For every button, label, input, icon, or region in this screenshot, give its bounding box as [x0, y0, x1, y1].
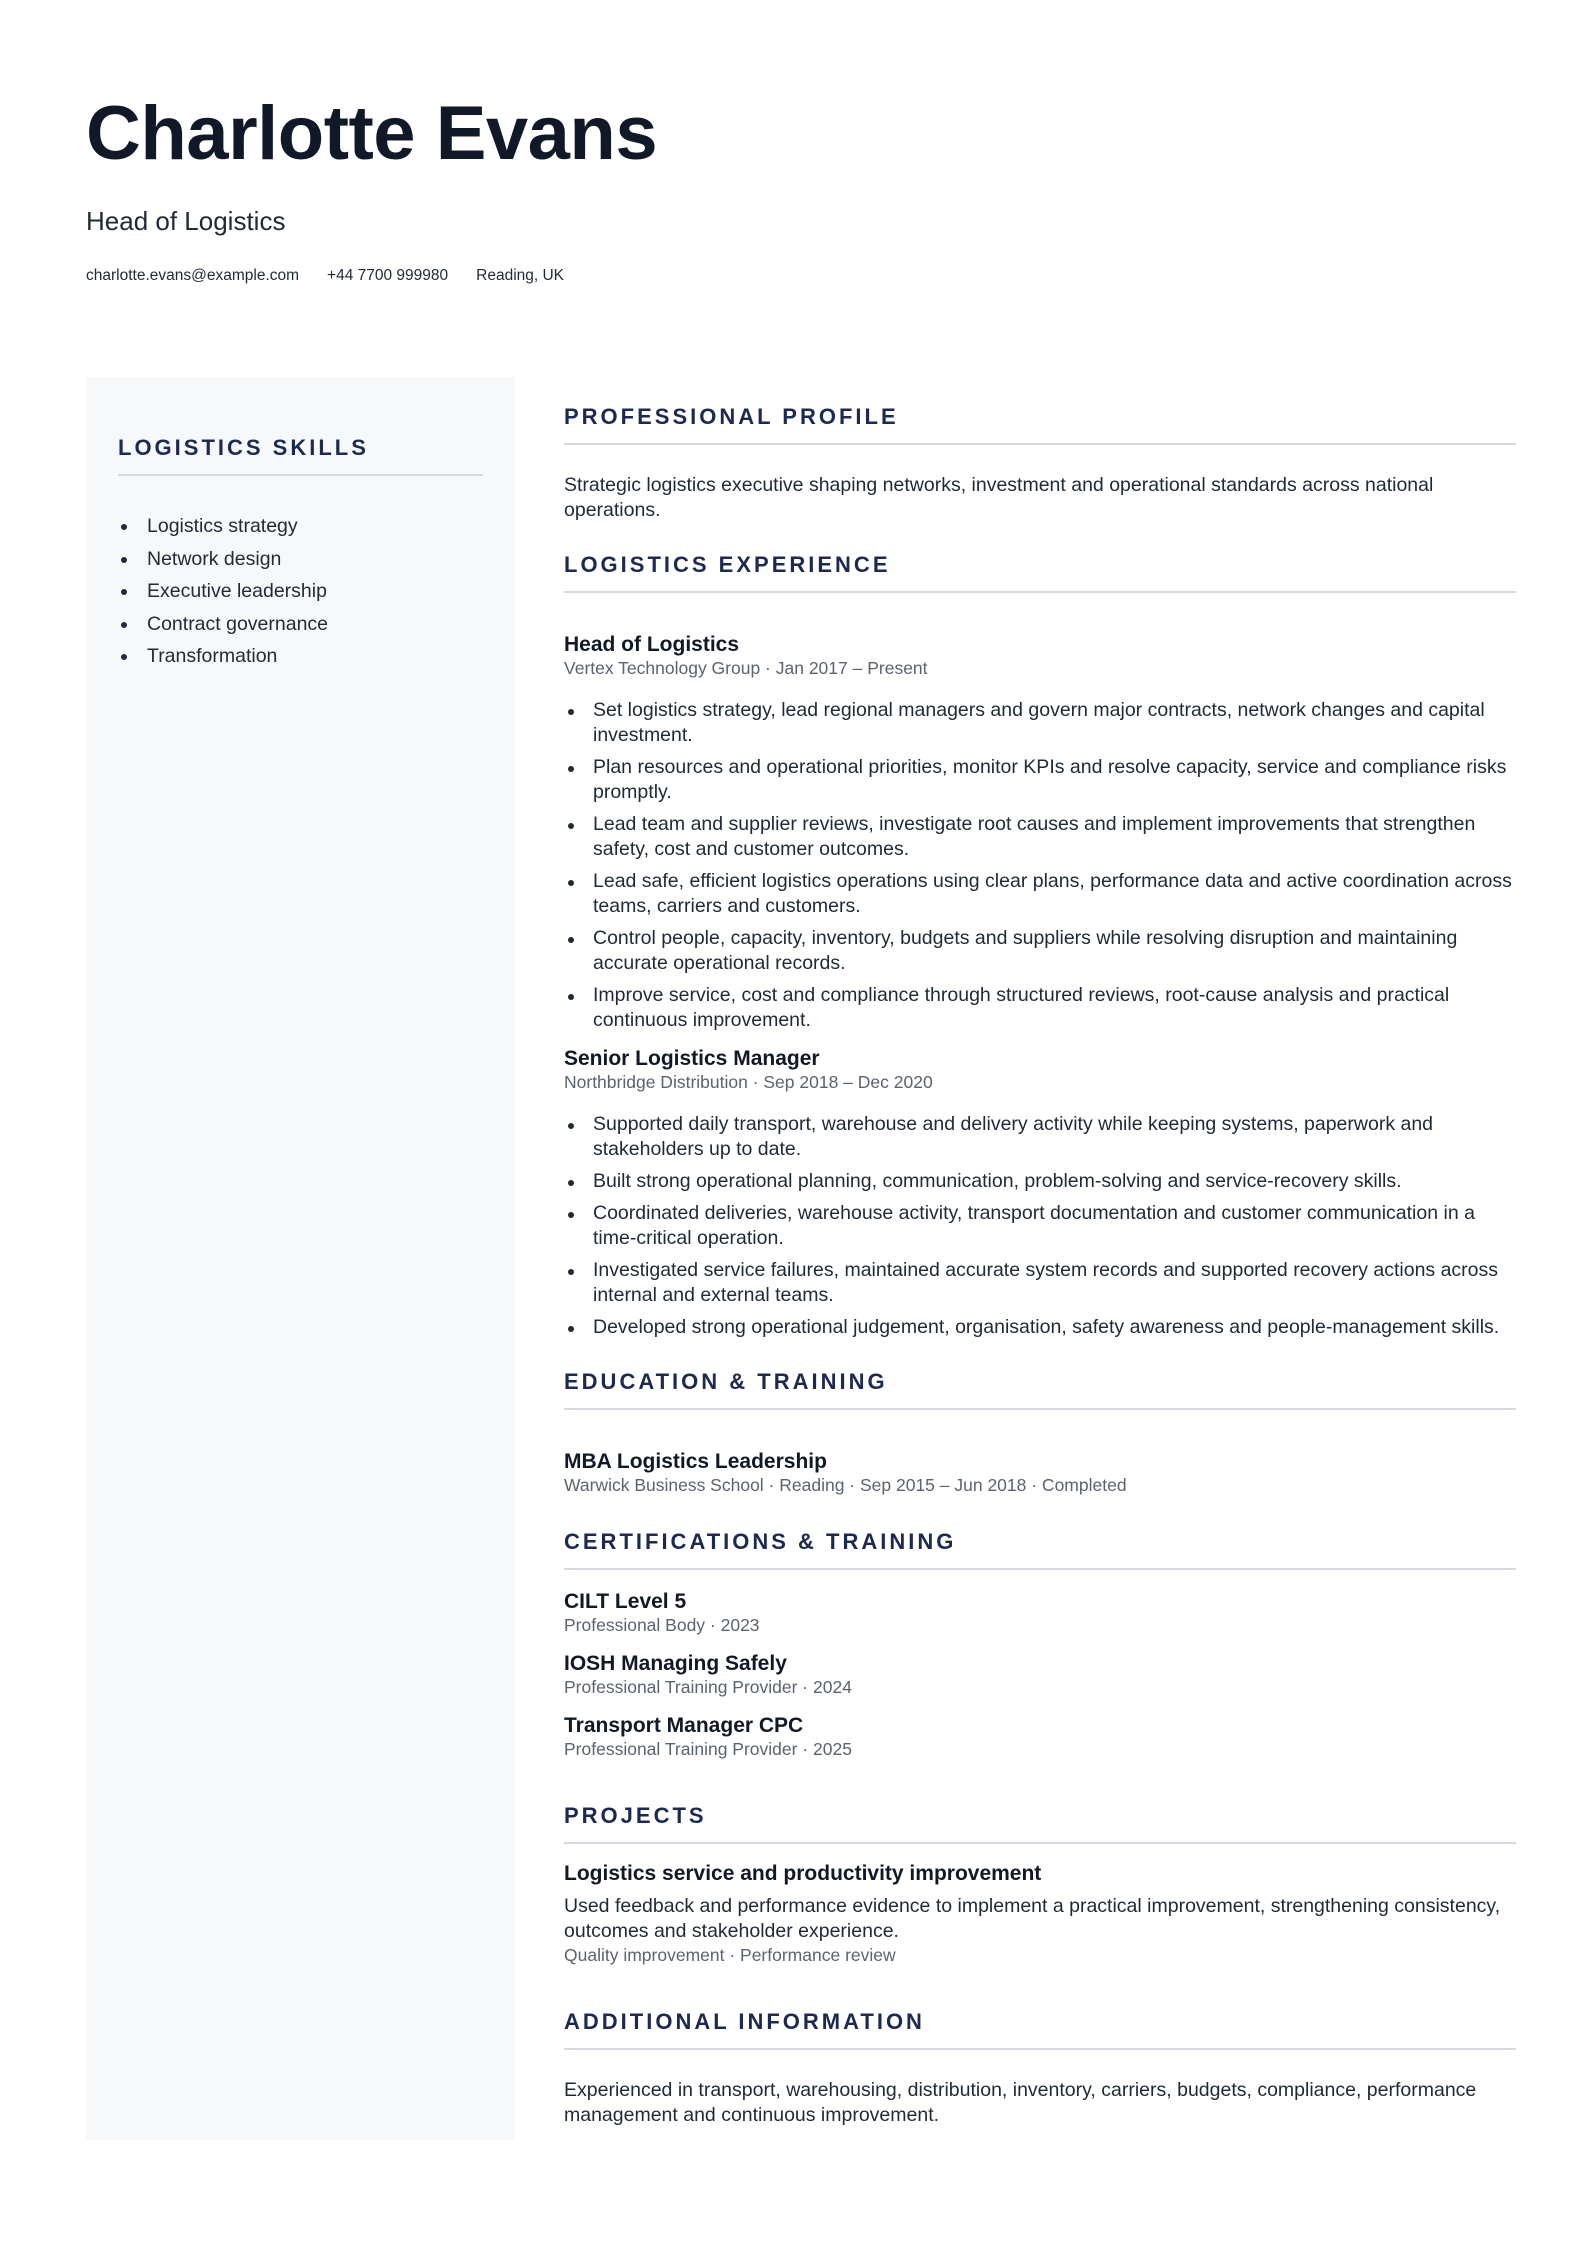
- section-divider: [564, 2048, 1516, 2050]
- project-name: Logistics service and productivity improvement: [564, 1862, 1042, 1885]
- job-meta: Northbridge Distribution · Sep 2018 – Dec 2020: [564, 1072, 933, 1092]
- job-entry: [564, 1046, 1516, 1340]
- education-heading: EDUCATION & TRAINING: [564, 1369, 888, 1394]
- section-divider: [564, 1568, 1516, 1570]
- contact-email[interactable]: charlotte.evans@example.com: [86, 267, 300, 284]
- education-section: [564, 1369, 1516, 1496]
- project-tags: Quality improvement · Performance review: [564, 1945, 896, 1965]
- skills-heading: LOGISTICS SKILLS: [118, 435, 369, 460]
- experience-heading: LOGISTICS EXPERIENCE: [564, 552, 891, 577]
- job-bullet: Coordinated deliveries, warehouse activity, transport documentation and customer communication in a time-critical operation.: [564, 1201, 1516, 1251]
- project-description: Used feedback and performance evidence to implement a practical improvement, strengthening consistency, outcomes and stakeholder experience.: [564, 1895, 1501, 1942]
- skills-list: [118, 510, 483, 673]
- certifications-heading: CERTIFICATIONS & TRAINING: [564, 1529, 957, 1554]
- sidebar: [86, 377, 515, 2140]
- job-bullet: Plan resources and operational priorities, monitor KPIs and resolve capacity, service and compliance risks promptly.: [564, 755, 1516, 805]
- profile-section: [564, 404, 1516, 523]
- job-bullet: Investigated service failures, maintained accurate system records and supported recovery actions across internal and external teams.: [564, 1258, 1516, 1308]
- candidate-role: Head of Logistics: [86, 206, 286, 236]
- main-content: [564, 404, 1516, 2128]
- section-divider: [564, 1408, 1516, 1410]
- education-entry: [564, 1449, 1516, 1496]
- certification-meta: Professional Training Provider · 2024: [564, 1677, 852, 1697]
- job-title: Senior Logistics Manager: [564, 1047, 820, 1070]
- skill-item: Contract governance: [118, 608, 483, 641]
- skill-item: Transformation: [118, 640, 483, 673]
- certification-meta: Professional Body · 2023: [564, 1615, 760, 1635]
- skill-item: Network design: [118, 543, 483, 576]
- projects-section: [564, 1803, 1516, 1966]
- contact-phone[interactable]: +44 7700 999980: [327, 267, 449, 284]
- job-bullets: [564, 1112, 1516, 1340]
- job-title: Head of Logistics: [564, 633, 740, 656]
- additional-section: [564, 2009, 1516, 2128]
- certification-entry: [564, 1713, 1516, 1760]
- profile-text: Strategic logistics executive shaping networks, investment and operational standards across national operations.: [564, 474, 1434, 521]
- job-bullet: Set logistics strategy, lead regional managers and govern major contracts, network changes and capital investment.: [564, 698, 1516, 748]
- section-divider: [564, 1842, 1516, 1844]
- projects-heading: PROJECTS: [564, 1803, 707, 1828]
- contact-location: Reading, UK: [476, 267, 565, 284]
- certification-name: CILT Level 5: [564, 1590, 687, 1613]
- section-divider: [564, 443, 1516, 445]
- additional-text: Experienced in transport, warehousing, distribution, inventory, carriers, budgets, compliance, performance management and continuous improvement.: [564, 2079, 1477, 2126]
- section-divider: [564, 591, 1516, 593]
- job-bullet: Supported daily transport, warehouse and delivery activity while keeping systems, paperwork and stakeholders up to date.: [564, 1112, 1516, 1162]
- job-entry: [564, 632, 1516, 1033]
- certification-name: IOSH Managing Safely: [564, 1652, 787, 1675]
- degree-title: MBA Logistics Leadership: [564, 1450, 827, 1473]
- skill-item: Executive leadership: [118, 575, 483, 608]
- candidate-name: Charlotte Evans: [86, 91, 658, 176]
- profile-heading: PROFESSIONAL PROFILE: [564, 404, 899, 429]
- job-bullet: Control people, capacity, inventory, budgets and suppliers while resolving disruption and maintaining accurate operational records.: [564, 926, 1516, 976]
- experience-section: [564, 552, 1516, 1340]
- job-bullet: Lead team and supplier reviews, investigate root causes and implement improvements that strengthen safety, cost and customer outcomes.: [564, 812, 1516, 862]
- job-bullet: Improve service, cost and compliance through structured reviews, root-cause analysis and practical continuous improvement.: [564, 983, 1516, 1033]
- resume-header: [86, 91, 1506, 285]
- contact-line: [86, 267, 1506, 285]
- skill-item: Logistics strategy: [118, 510, 483, 543]
- job-bullet: Lead safe, efficient logistics operations using clear plans, performance data and active coordination across teams, carriers and customers.: [564, 869, 1516, 919]
- job-meta: Vertex Technology Group · Jan 2017 – Present: [564, 658, 928, 678]
- certification-entry: [564, 1651, 1516, 1698]
- degree-meta: Warwick Business School · Reading · Sep 2015 – Jun 2018 · Completed: [564, 1475, 1127, 1495]
- project-entry: [564, 1861, 1516, 1966]
- job-bullet: Developed strong operational judgement, organisation, safety awareness and people-management skills.: [564, 1315, 1516, 1340]
- certification-meta: Professional Training Provider · 2025: [564, 1739, 852, 1759]
- job-bullet: Built strong operational planning, communication, problem-solving and service-recovery skills.: [564, 1169, 1516, 1194]
- certification-name: Transport Manager CPC: [564, 1714, 804, 1737]
- additional-heading: ADDITIONAL INFORMATION: [564, 2009, 925, 2034]
- job-bullets: [564, 698, 1516, 1033]
- certifications-section: [564, 1529, 1516, 1760]
- certification-entry: [564, 1589, 1516, 1636]
- skills-divider: [118, 474, 483, 476]
